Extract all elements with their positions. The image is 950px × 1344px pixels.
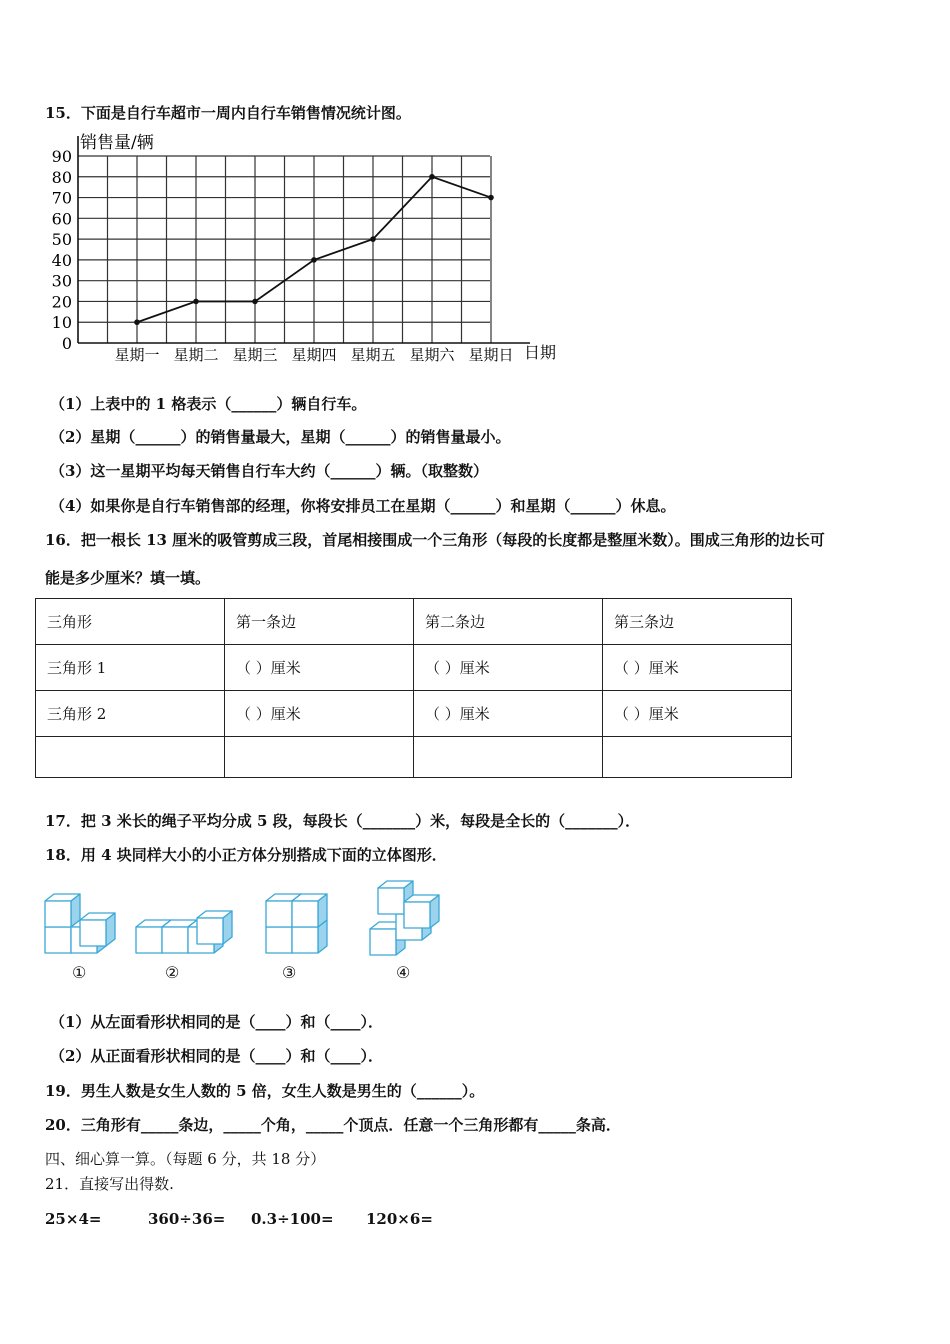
y-tick-label: 20 <box>51 292 72 312</box>
x-tick-label: 星期四 <box>291 346 337 364</box>
table-cell[interactable]: （ ）厘米 <box>414 645 603 691</box>
table-cell[interactable]: （ ）厘米 <box>603 645 792 691</box>
cube-figure-3 <box>266 894 327 953</box>
table-cell[interactable] <box>36 737 225 778</box>
q20-text: 20．三角形有_____条边，_____个角，_____个顶点．任意一个三角形都有_____条高． <box>45 1116 621 1134</box>
cube-front-face <box>404 902 430 928</box>
cube-front-face <box>378 888 404 914</box>
q21-item: 120×6= <box>366 1210 433 1228</box>
table-cell[interactable]: （ ）厘米 <box>414 691 603 737</box>
q18-sub2: （2）从正面看形状相同的是（____）和（____）． <box>50 1047 383 1065</box>
section-4-heading: 四、细心算一算。（每题 6 分，共 18 分） <box>45 1150 326 1168</box>
y-tick-label: 0 <box>61 334 72 353</box>
cube-front-face <box>370 929 396 955</box>
cube-front-face <box>162 927 188 953</box>
cube-figure-4 <box>370 881 439 955</box>
y-tick-label: 30 <box>51 271 72 291</box>
chart-grid <box>78 156 491 343</box>
x-tick-label: 星期二 <box>173 346 219 364</box>
figure-label-3: ③ <box>282 963 297 982</box>
q15-title: 15．下面是自行车超市一周内自行车销售情况统计图。 <box>45 104 411 122</box>
table-cell: 三角形 2 <box>36 691 225 737</box>
cube-front-face <box>197 918 223 944</box>
y-tick-label: 10 <box>51 313 72 333</box>
chart-x-ticks <box>114 346 513 364</box>
cube-figure-1 <box>45 894 115 953</box>
y-tick-label: 60 <box>51 209 72 229</box>
q16-line1: 16．把一根长 13 厘米的吸管剪成三段，首尾相接围成一个三角形（每段的长度都是整厘米数）。围成三角形的边长可 <box>45 531 825 549</box>
y-tick-label: 50 <box>51 230 72 250</box>
y-tick-label: 70 <box>51 188 72 208</box>
data-point <box>134 319 140 325</box>
x-tick-label: 星期三 <box>232 346 278 364</box>
table-cell[interactable]: （ ）厘米 <box>603 691 792 737</box>
data-point <box>193 299 199 305</box>
y-tick-label: 80 <box>51 167 72 187</box>
q16-line2: 能是多少厘米？填一填。 <box>45 569 211 587</box>
data-point <box>370 236 376 242</box>
table-header-cell: 第三条边 <box>603 599 792 645</box>
y-tick-label: 90 <box>51 147 72 166</box>
x-tick-label: 星期日 <box>468 346 514 364</box>
sales-line-chart <box>40 128 570 368</box>
figure-label-4: ④ <box>396 963 411 982</box>
q21-item: 360÷36= <box>148 1210 226 1228</box>
cube-front-face <box>292 901 318 927</box>
q15-sub1: （1）上表中的 1 格表示（______）辆自行车。 <box>50 395 367 413</box>
cube-front-face <box>45 927 71 953</box>
table-cell[interactable] <box>414 737 603 778</box>
chart-y-ticks <box>52 147 72 353</box>
cube-front-face <box>266 927 292 953</box>
cube-front-face <box>45 901 71 927</box>
q21-item: 25×4= <box>45 1210 102 1228</box>
table-cell[interactable]: （ ）厘米 <box>225 645 414 691</box>
q15-sub4: （4）如果你是自行车销售部的经理，你将安排员工在星期（______）和星期（______）休息。 <box>50 497 676 515</box>
table-header-row <box>36 599 792 645</box>
q19-text: 19．男生人数是女生人数的 5 倍，女生人数是男生的（______）。 <box>45 1082 485 1100</box>
table-row <box>36 691 792 737</box>
figure-label-2: ② <box>165 963 180 982</box>
q21-title: 21．直接写出得数. <box>45 1175 174 1193</box>
cube-front-face <box>292 927 318 953</box>
q17-text: 17．把 3 米长的绳子平均分成 5 段，每段长（_______）米，每段是全长的（_______）． <box>45 812 641 830</box>
triangle-table <box>35 598 792 778</box>
q18-title: 18．用 4 块同样大小的小正方体分别搭成下面的立体图形． <box>45 846 447 864</box>
table-header-cell: 第二条边 <box>414 599 603 645</box>
cube-front-face <box>266 901 292 927</box>
cube-front-face <box>80 920 106 946</box>
q18-sub1: （1）从左面看形状相同的是（____）和（____）． <box>50 1013 383 1031</box>
chart-x-label: 日期 <box>524 343 557 362</box>
x-tick-label: 星期五 <box>350 346 396 364</box>
data-point <box>488 195 494 201</box>
table-cell[interactable]: （ ）厘米 <box>225 691 414 737</box>
q15-sub2: （2）星期（______）的销售量最大，星期（______）的销售量最小。 <box>50 428 511 446</box>
data-point <box>429 174 435 180</box>
q21-item: 0.3÷100= <box>251 1210 334 1228</box>
data-point <box>311 257 317 263</box>
table-cell[interactable] <box>225 737 414 778</box>
table-cell[interactable] <box>603 737 792 778</box>
figure-label-1: ① <box>72 963 87 982</box>
cube-front-face <box>136 927 162 953</box>
x-tick-label: 星期六 <box>409 346 455 364</box>
cube-figures <box>40 872 460 958</box>
q15-sub3: （3）这一星期平均每天销售自行车大约（______）辆。（取整数） <box>50 462 488 480</box>
y-tick-label: 40 <box>51 250 72 270</box>
cube-figure-2 <box>136 911 232 953</box>
table-cell: 三角形 1 <box>36 645 225 691</box>
table-row <box>36 737 792 778</box>
x-tick-label: 星期一 <box>114 346 160 364</box>
table-header-cell: 三角形 <box>36 599 225 645</box>
chart-y-label: 销售量/辆 <box>80 133 154 153</box>
table-header-cell: 第一条边 <box>225 599 414 645</box>
table-row <box>36 645 792 691</box>
data-point <box>252 299 258 305</box>
